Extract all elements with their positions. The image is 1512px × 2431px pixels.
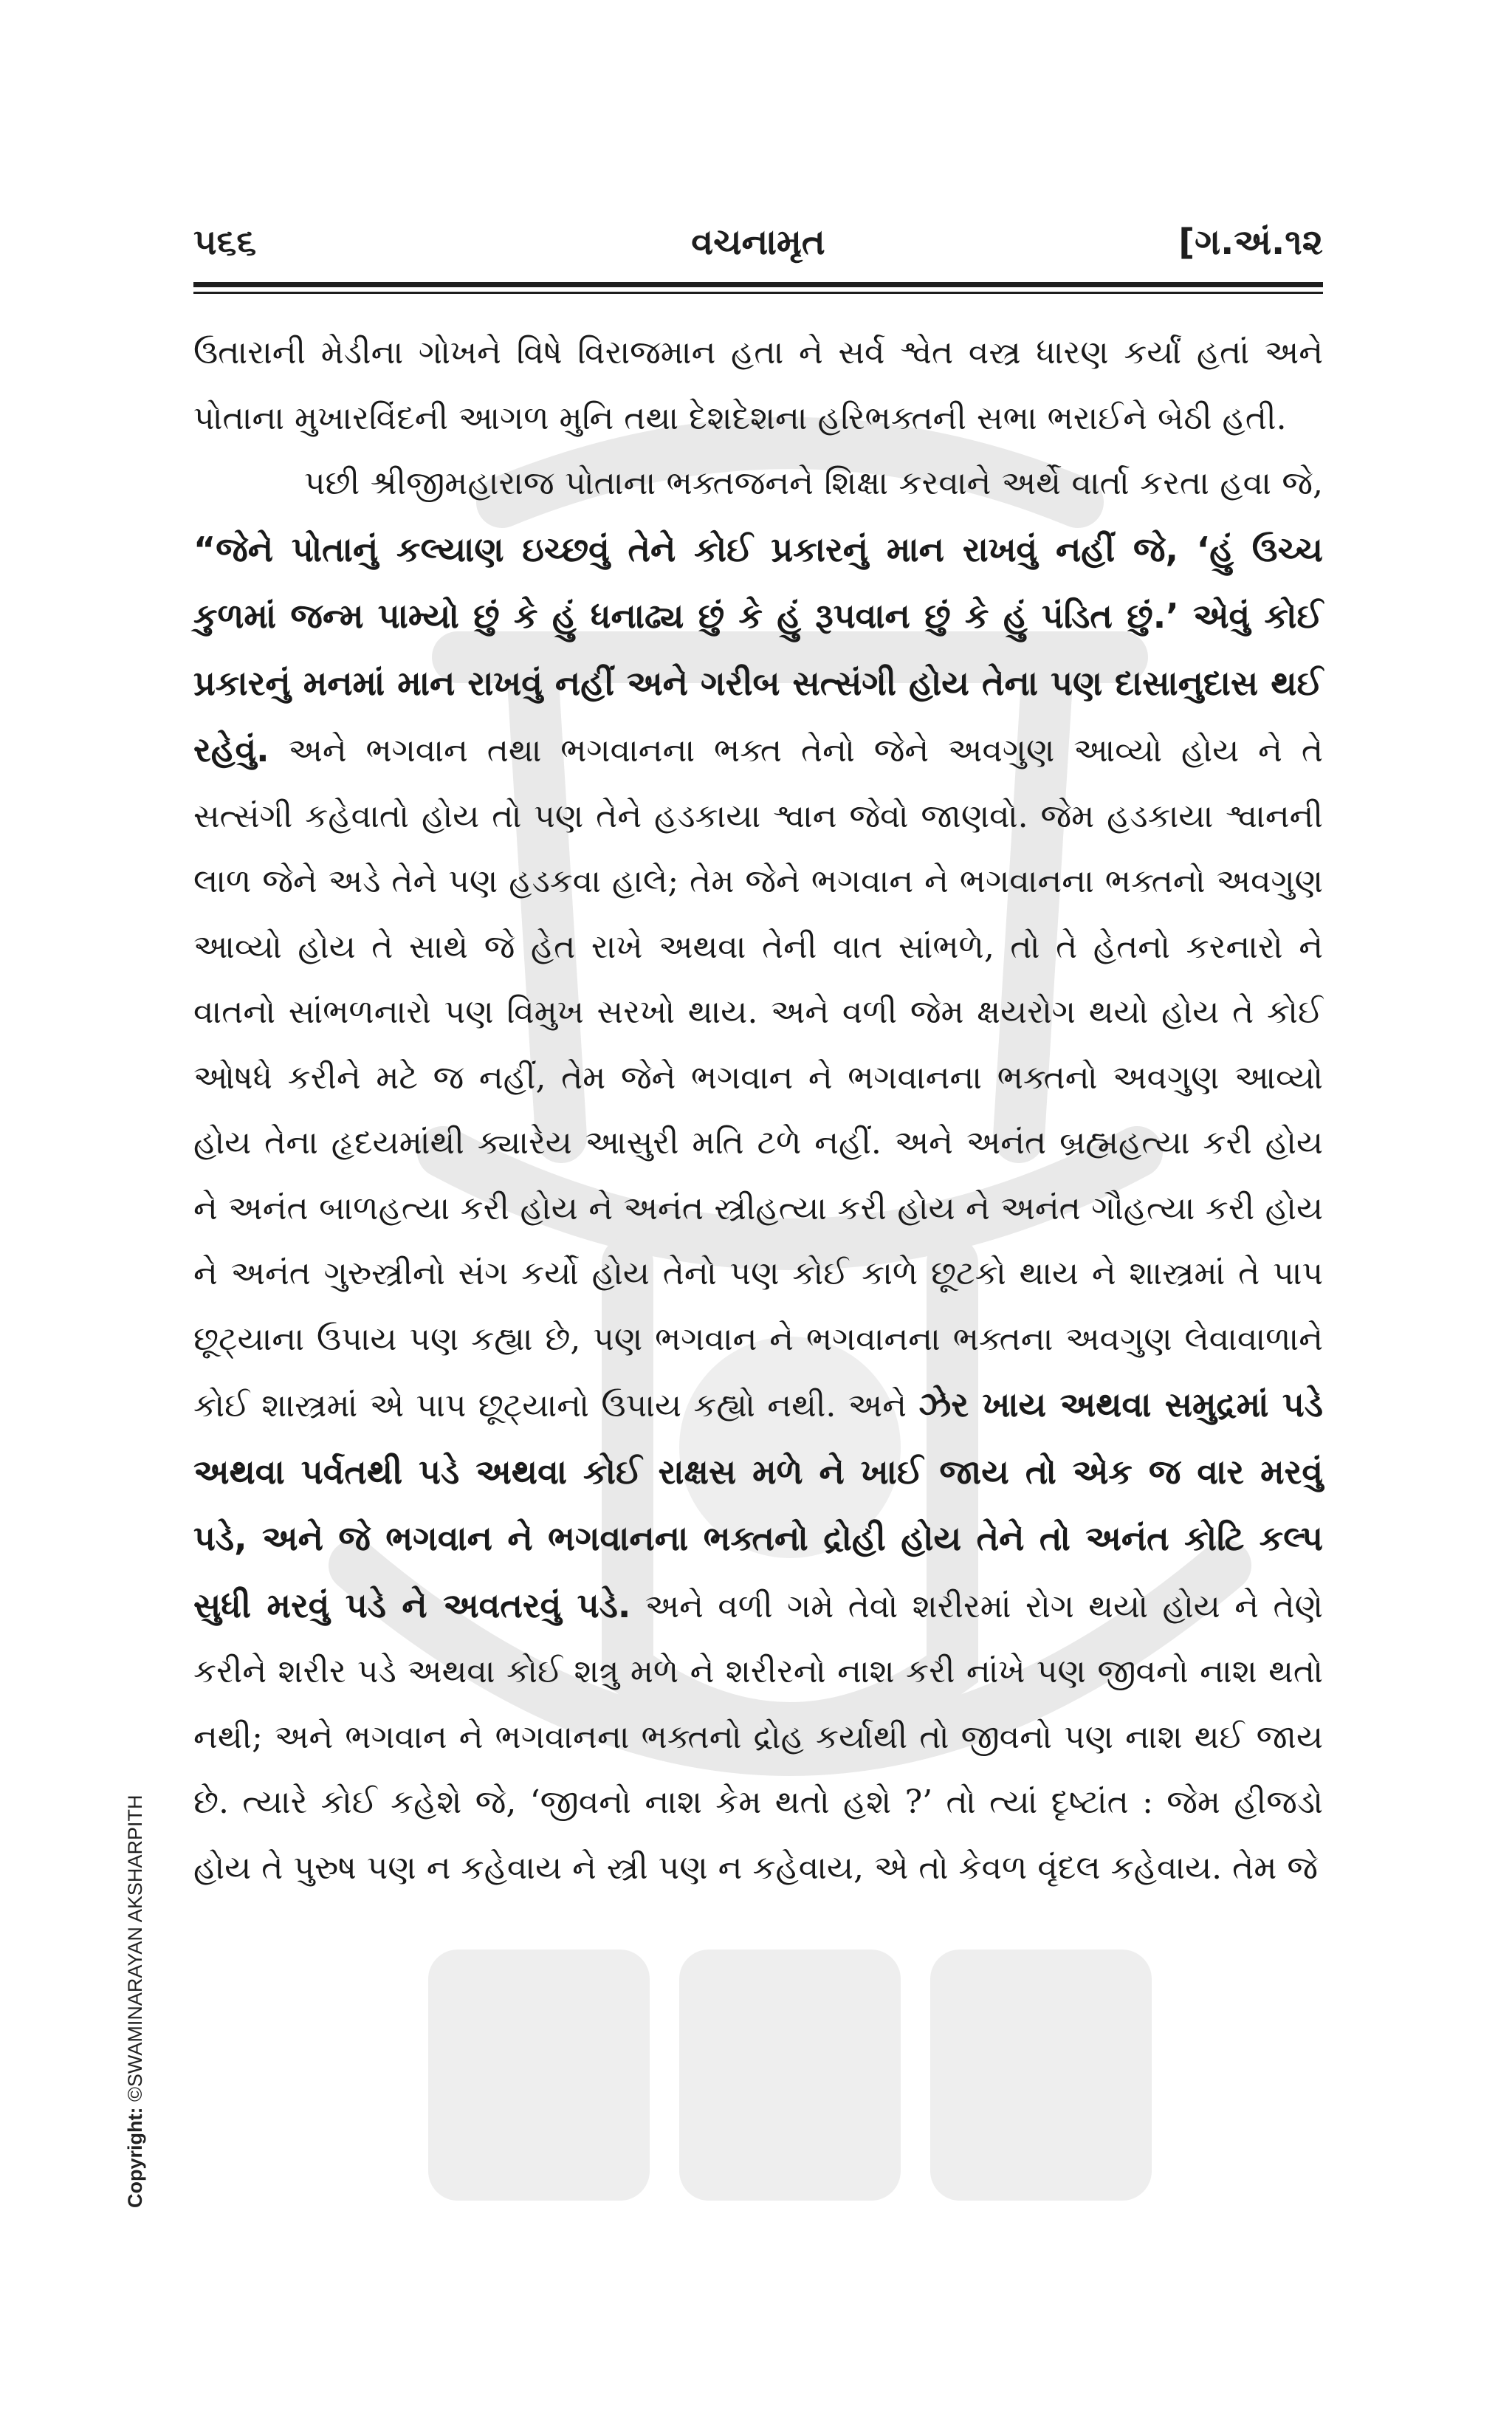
running-header xyxy=(193,219,1323,266)
paragraph-2-end: અને વળી ગમે તેવો શરીરમાં રોગ થયો હોય ને તેણે કરીને શરીર પડે અથવા કોઈ શત્રુ મળે ને શરીરનો નાશ કરી નાંખે પણ જીવનો નાશ થતો નથી; અને ભગવાન ને ભગવાનના ભક્તનો દ્રોહ કર્યાથી તો જીવનો પણ નાશ થઈ જાય છે. ત્યારે કોઈ કહેશે જે, ‘જીવનો નાશ કેમ થતો હશે ?’ તો ત્યાં દૃષ્ટાંત : જેમ હીજડો હોય તે પુરુષ પણ ન કહેવાય ને સ્ત્રી પણ ન કહેવાય, એ તો કેવળ વૃંદલ કહેવાય. તેમ જે xyxy=(193,1587,1324,1887)
bold-passage-drohi: ઝેર ખાય અથવા સમુદ્રમાં પડે અથવા પર્વતથી પડે અથવા કોઈ રાક્ષસ મળે ને ખાઈ જાય તો એક જ વાર મરવું પડે, અને જે ભગવાન ને ભગવાનના ભક્તનો દ્રોહી હોય તેને તો અનંત કોટિ કલ્પ સુધી મરવું પડે ને અવતરવું પડે. xyxy=(193,1385,1323,1625)
copyright-label: Copyright: xyxy=(124,2107,146,2208)
copyright-holder: ©SWAMINARAYAN AKSHARPITH xyxy=(124,1794,146,2108)
bold-passage-humility: “જેને પોતાનું કલ્યાણ ઇચ્છવું તેને કોઈ પ્રકારનું માન રાખવું નહીં જે, ‘હું ઉચ્ચ કુળમાં જન્મ પામ્યો છું કે હું ધનાઢ્ય છું કે હું રૂપવાન છું કે હું પંડિત છું.’ એવું કોઈ પ્રકારનું મનમાં માન રાખવું નહીં અને ગરીબ સત્સંગી હોય તેના પણ દાસાનુદાસ થઈ રહેવું. xyxy=(193,529,1323,769)
paragraph-2 xyxy=(193,451,1323,1901)
page-number: ૫૬૬ xyxy=(193,222,257,263)
paragraph-2-opening: પછી શ્રીજીમહારાજ પોતાના ભક્તજનને શિક્ષા કરવાને અર્થે વાર્તા કરતા હવા જે, xyxy=(304,464,1323,502)
header-rule-thin xyxy=(193,292,1323,294)
section-reference: [ગ.અં.૧૨ xyxy=(1178,222,1323,263)
paragraph-1: ઉતારાની મેડીના ગોખને વિષે વિરાજમાન હતા ને સર્વ શ્વેત વસ્ત્ર ધારણ કર્યાં હતાં અને પોતાના મુખારવિંદની આગળ મુનિ તથા દેશદેશના હરિભક્તની સભા ભરાઈને બેઠી હતી. xyxy=(193,334,1323,437)
book-title: વચનામૃત xyxy=(691,222,825,263)
paragraph-2-middle: અને ભગવાન તથા ભગવાનના ભક્ત તેનો જેને અવગુણ આવ્યો હોય ને તે સત્સંગી કહેવાતો હોય તો પણ તેને હડકાયા શ્વાન જેવો જાણવો. જેમ હડકાયા શ્વાનની લાળ જેને અડે તેને પણ હડકવા હાલે; તેમ જેને ભગવાન ને ભગવાનના ભક્તનો અવગુણ આવ્યો હોય તે સાથે જે હેત રાખે અથવા તેની વાત સાંભળે, તો તે હેતનો કરનારો ને વાતનો સાંભળનારો પણ વિમુખ સરખો થાય. અને વળી જેમ ક્ષયરોગ થયો હોય તે કોઈ ઓષધે કરીને મટે જ નહીં, તેમ જેને ભગવાન ને ભગવાનના ભક્તનો અવગુણ આવ્યો હોય તેના હૃદયમાંથી ક્યારેય આસુરી મતિ ટળે નહીં. અને અનંત બ્રહ્મહત્યા કરી હોય ને અનંત બાળહત્યા કરી હોય ને અનંત સ્ત્રીહત્યા કરી હોય ને અનંત ગૌહત્યા કરી હોય ને અનંત ગુરુસ્ત્રીનો સંગ કર્યો હોય તેનો પણ કોઈ કાળે છૂટકો થાય ને શાસ્ત્રમાં તે પાપ છૂટ્યાના ઉપાય પણ કહ્યા છે, પણ ભગવાન ને ભગવાનના ભક્તના અવગુણ લેવાવાળાને કોઈ શાસ્ત્રમાં એ પાપ છૂટ્યાનો ઉપાય કહ્યો નથી. અને xyxy=(193,732,1323,1424)
copyright-notice xyxy=(124,1795,147,2208)
vachanamrut-text xyxy=(193,320,1323,1901)
header-rule-thick xyxy=(193,282,1323,287)
